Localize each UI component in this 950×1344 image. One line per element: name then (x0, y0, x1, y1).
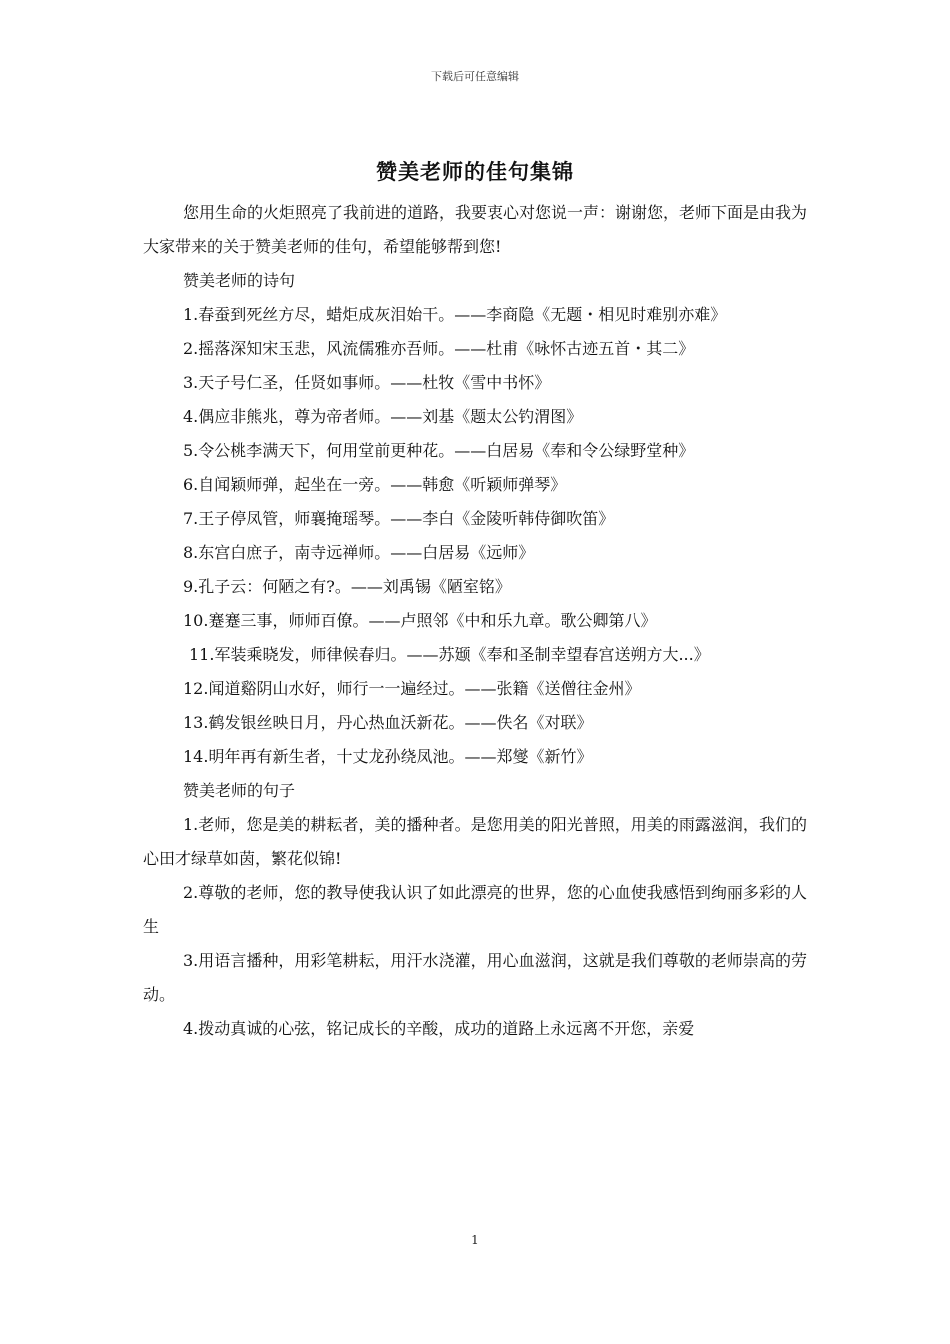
page-number: 1 (471, 1233, 479, 1247)
poem-item: 8.东宫白庶子，南寺远禅师。——白居易《远师》 (183, 543, 535, 562)
intro-paragraph: 您用生命的火炬照亮了我前进的道路，我要衷心对您说一声：谢谢您，老师下面是由我为大家带来的关于赞美老师的佳句，希望能够帮到您! (143, 203, 808, 256)
poem-item: 7.王子停凤管，师襄掩瑶琴。——李白《金陵听韩侍御吹笛》 (183, 509, 615, 528)
sentence-item: 2.尊敬的老师，您的教导使我认识了如此漂亮的世界，您的心血使我感悟到绚丽多彩的人生 (143, 883, 807, 936)
poem-item: 2.摇落深知宋玉悲，风流儒雅亦吾师。——杜甫《咏怀古迹五首・其二》 (183, 339, 695, 358)
page-header: 下载后可任意编辑 (431, 70, 519, 83)
sentence-item: 1.老师，您是美的耕耘者，美的播种者。是您用美的阳光普照，用美的雨露滋润，我们的心田才绿草如茵，繁花似锦! (143, 815, 807, 868)
poem-item: 1.春蚕到死丝方尽，蜡炬成灰泪始干。——李商隐《无题・相见时难别亦难》 (183, 305, 727, 324)
poem-item: 12.闻道谿阴山水好，师行一一遍经过。——张籍《送僧往金州》 (183, 679, 641, 698)
sentence-item: 3.用语言播种，用彩笔耕耘，用汗水浇灌，用心血滋润，这就是我们尊敬的老师崇高的劳动。 (143, 951, 807, 1004)
poem-item: 11.军装乘晓发，师律候春归。——苏颋《奉和圣制幸望春宫送朔方大...》 (189, 645, 710, 664)
poem-item: 4.偶应非熊兆，尊为帝者师。——刘基《题太公钓渭图》 (183, 407, 583, 426)
poems-heading: 赞美老师的诗句 (183, 271, 296, 290)
sentences-heading: 赞美老师的句子 (183, 781, 296, 800)
poem-item: 5.令公桃李满天下，何用堂前更种花。——白居易《奉和令公绿野堂种》 (183, 441, 695, 460)
poem-item: 14.明年再有新生者，十丈龙孙绕凤池。——郑燮《新竹》 (183, 747, 593, 766)
document-body (143, 196, 807, 1046)
poem-item: 3.天子号仁圣，任贤如事师。——杜牧《雪中书怀》 (183, 373, 551, 392)
sentence-item: 4.拨动真诚的心弦，铭记成长的辛酸，成功的道路上永远离不开您，亲爱 (183, 1019, 695, 1038)
poem-item: 6.自闻颖师弹，起坐在一旁。——韩愈《听颖师弹琴》 (183, 475, 567, 494)
document-title: 赞美老师的佳句集锦 (376, 160, 574, 184)
poem-item: 9.孔子云：何陋之有?。——刘禹锡《陋室铭》 (183, 577, 511, 596)
poem-item: 13.鹤发银丝映日月，丹心热血沃新花。——佚名《对联》 (183, 713, 593, 732)
poem-item: 10.蹇蹇三事，师师百僚。——卢照邻《中和乐九章。歌公卿第八》 (183, 611, 657, 630)
